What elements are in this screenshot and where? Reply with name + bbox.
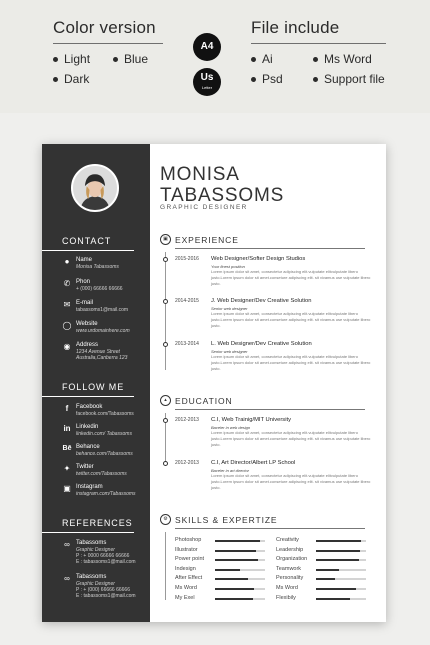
social-instagram-value: instagram.com/Tabassoms — [76, 491, 136, 497]
skill-name: Photoshop — [175, 537, 202, 543]
promo-band — [0, 0, 430, 113]
skill-bar — [215, 540, 265, 542]
profile-photo — [71, 164, 119, 212]
us-letter-badge — [193, 68, 221, 96]
follow-heading — [42, 382, 150, 397]
facebook-icon: f — [65, 404, 69, 413]
skill-bar — [215, 578, 265, 580]
experience-2-years: 2014-2015 — [175, 298, 199, 304]
reference-2-role: Graphic Designer — [76, 581, 115, 587]
contact-website-value: www.urdomainhere.com — [76, 328, 130, 334]
color-blue: Blue — [113, 52, 148, 66]
skill-name: Indesign — [175, 565, 196, 572]
experience-1-title: Web Designer/Softer Design Studios — [211, 256, 306, 262]
file-ai: Ai — [251, 52, 273, 66]
reference-1-role: Graphic Designer — [76, 547, 115, 553]
skill-row — [175, 585, 267, 593]
skill-bar — [316, 598, 366, 600]
skill-row — [276, 595, 368, 603]
education-2-years: 2012-2013 — [175, 460, 199, 466]
color-light: Light — [53, 52, 90, 66]
color-dark: Dark — [53, 72, 89, 86]
experience-heading-text: EXPERIENCE — [175, 235, 239, 245]
reference-2-phone: P : + (000) 66666 66666 — [76, 587, 130, 593]
contact-phone-label: Phon — [76, 279, 91, 285]
skill-row — [175, 575, 267, 583]
skill-name: After Effect — [175, 575, 203, 582]
us-label: Us — [200, 72, 214, 83]
color-version-block — [53, 18, 163, 100]
education-heading-text: EDUCATION — [175, 396, 233, 406]
reference-1-name: Tabassoms — [76, 540, 107, 546]
education-1-desc: Lorem ipsum dolor sit amet, consectetur adipiscing elit.vulputate elitvulputate libero justo.Lorem ipsum dolor sit amet.conseture adipiscing elit. sit vivamus use vulputate libero justo. — [211, 430, 371, 447]
skills-heading-text: SKILLS & EXPERTIZE — [175, 515, 278, 525]
social-facebook-value: facebook.com/Tabassoms — [76, 411, 134, 417]
link-icon: ∞ — [64, 540, 70, 549]
skill-level-fill — [215, 569, 240, 571]
skill-level-fill — [215, 578, 248, 580]
experience-3-title: L. Web Designer/Dev Creative Solution — [211, 341, 312, 347]
education-1-years: 2012-2013 — [175, 417, 199, 423]
skill-bar — [316, 588, 366, 590]
skill-level-fill — [215, 540, 260, 542]
experience-2-title: J. Web Designer/Dev Creative Solution — [211, 298, 312, 304]
skill-name: Ms Word — [276, 585, 298, 591]
skill-row — [276, 566, 368, 574]
resume-last-name: TABASSOMS — [160, 185, 285, 206]
education-1-sub: Baceler in web design — [211, 425, 251, 430]
briefcase-icon: ▣ — [160, 234, 171, 245]
linkedin-icon: in — [63, 424, 71, 433]
education-1-title: C.I, Web Trainig/MIT University — [211, 417, 291, 423]
education-2-desc: Lorem ipsum dolor sit amet, consectetur adipiscing elit.vulputate elitvulputate libero justo.Lorem ipsum dolor sit amet.conseture adipiscing elit. sit vivamus use vulputate libero justo. — [211, 473, 371, 490]
experience-timeline — [165, 252, 166, 370]
skill-row — [175, 547, 267, 555]
settings-icon: ⚙ — [160, 514, 171, 525]
skill-level-fill — [215, 598, 253, 600]
skill-bar — [215, 569, 265, 571]
social-linkedin-value: linkedin.com/ Tabassoms — [76, 431, 132, 437]
skill-name: Personality — [276, 575, 304, 582]
experience-3-desc: Lorem ipsum dolor sit amet, consectetur adipiscing elit.vulputate elitvulputate libero justo.Lorem ipsum dolor sit amet.conseture adipiscing elit. sit vivamus use vulputate libero justo. — [211, 354, 371, 371]
social-instagram-label: Instagram — [76, 484, 103, 490]
skill-bar — [215, 559, 265, 561]
contact-email-label: E-mail — [76, 300, 94, 306]
letter-label: Letter — [201, 85, 213, 90]
skill-bar — [215, 598, 265, 600]
skill-level-fill — [316, 569, 339, 571]
resume-name — [160, 164, 284, 206]
a4-badge — [193, 33, 221, 61]
skill-row — [175, 566, 267, 574]
references-heading — [42, 518, 150, 533]
skill-level-fill — [316, 540, 361, 542]
mail-icon: ✉ — [63, 300, 71, 309]
skill-name: Leadership — [276, 546, 304, 553]
twitter-icon: ✦ — [63, 464, 71, 473]
skill-bar — [215, 550, 265, 552]
skill-level-fill — [316, 550, 360, 552]
reference-2-email: E : tabassoms1@mail.com — [76, 593, 136, 599]
globe-icon: ◯ — [62, 321, 72, 330]
experience-3-years: 2013-2014 — [175, 341, 199, 347]
skill-name: Power point — [175, 556, 205, 563]
skill-bar — [316, 550, 366, 552]
skill-row — [276, 575, 368, 583]
skill-row — [175, 595, 267, 603]
references-heading-text: REFERENCES — [62, 518, 133, 528]
contact-name-label: Name — [76, 257, 93, 263]
resume-sheet — [42, 144, 386, 622]
phone-icon: ✆ — [63, 279, 71, 288]
skill-row — [276, 547, 368, 555]
reference-2-name: Tabassoms — [76, 574, 107, 580]
file-include-block — [251, 18, 386, 100]
skill-name: Teamwork — [276, 565, 302, 572]
skill-bar — [316, 540, 366, 542]
social-facebook-label: Facebook — [76, 404, 103, 410]
link-icon: ∞ — [64, 574, 70, 583]
instagram-icon: ▣ — [63, 484, 71, 493]
follow-heading-text: FOLLOW ME — [62, 382, 125, 392]
experience-1-sub: Your finest position — [211, 264, 245, 269]
resume-sidebar — [42, 144, 150, 622]
resume-role: GRAPHIC DESIGNER — [160, 204, 248, 211]
skill-bar — [316, 569, 366, 571]
social-behance-value: behance.com/Tabassoms — [76, 451, 133, 457]
skill-level-fill — [316, 588, 356, 590]
contact-website-label: Website — [76, 321, 98, 327]
skill-name: Flexibily — [276, 594, 296, 601]
file-psd: Psd — [251, 72, 283, 86]
contact-heading — [42, 236, 150, 251]
contact-email-value: tabassoms1@mail.com — [76, 307, 129, 313]
social-linkedin-label: Linkedin — [76, 424, 99, 430]
skill-row — [276, 556, 368, 564]
a4-label: A4 — [200, 41, 214, 52]
skills-divider-left — [165, 532, 166, 600]
skill-name: My Exel — [175, 594, 195, 601]
contact-name-value: Monisa Tabassoms — [76, 264, 119, 270]
experience-1-years: 2015-2016 — [175, 256, 199, 262]
social-behance-label: Behance — [76, 444, 100, 450]
skill-level-fill — [316, 578, 335, 580]
skill-bar — [215, 588, 265, 590]
experience-2-desc: Lorem ipsum dolor sit amet, consectetur adipiscing elit.vulputate elitvulputate libero justo.Lorem ipsum dolor sit amet.conseture adipiscing elit. sit vivamus use vulputate libero justo. — [211, 311, 371, 328]
file-ms-word: Ms Word — [313, 52, 372, 66]
experience-3-sub: Senior web designer — [211, 349, 248, 354]
resume-first-name: MONISA — [160, 164, 240, 185]
person-icon: ● — [64, 257, 70, 266]
skill-row — [276, 585, 368, 593]
contact-address-label: Address — [76, 342, 99, 348]
skill-row — [276, 537, 368, 545]
skill-bar — [316, 578, 366, 580]
contact-phone-value: + (000) 66666 66666 — [76, 286, 123, 292]
education-2-sub: Baceler in art director — [211, 468, 250, 473]
skill-level-fill — [215, 559, 258, 561]
divider — [53, 43, 163, 44]
location-icon: ◉ — [63, 342, 71, 351]
contact-address-line2: Australia,Canberra 123 — [76, 355, 128, 361]
social-twitter-value: twitter.com/Tabassoms — [76, 471, 127, 477]
reference-1-phone: P : + 0000 66666 66666 — [76, 553, 130, 559]
resume-main — [150, 144, 386, 622]
file-support: Support file — [313, 72, 385, 86]
file-include-title: File include — [251, 18, 340, 37]
skill-row — [175, 537, 267, 545]
divider — [251, 43, 386, 44]
graduation-cap-icon: ▴ — [160, 395, 171, 406]
skill-level-fill — [316, 598, 350, 600]
skill-name: Ms Word — [175, 585, 197, 591]
skill-row — [175, 556, 267, 564]
skill-name: Organization — [276, 556, 308, 563]
experience-2-sub: Senior web designer — [211, 306, 248, 311]
behance-icon: Bē — [62, 445, 72, 452]
reference-1-email: E : tabassoms1@mail.com — [76, 559, 136, 565]
color-version-title: Color version — [53, 18, 156, 37]
skill-level-fill — [215, 588, 254, 590]
skill-name: Illustrator — [175, 546, 198, 553]
social-twitter-label: Twitter — [76, 464, 94, 470]
skill-level-fill — [316, 559, 359, 561]
contact-heading-text: CONTACT — [62, 236, 112, 246]
education-2-title: C.I, Art Director/Albert LP School — [211, 460, 296, 466]
experience-1-desc: Lorem ipsum dolor sit amet, consectetur adipiscing elit.vulputate elitvulputate libero justo.Lorem ipsum dolor sit amet.conseture adipiscing elit. sit vivamus use vulputate libero justo. — [211, 269, 371, 286]
contact-address-line1: 1234 Avenue Street — [76, 349, 120, 355]
skill-level-fill — [215, 550, 256, 552]
skill-name: Creativity — [276, 537, 299, 543]
skill-bar — [316, 559, 366, 561]
